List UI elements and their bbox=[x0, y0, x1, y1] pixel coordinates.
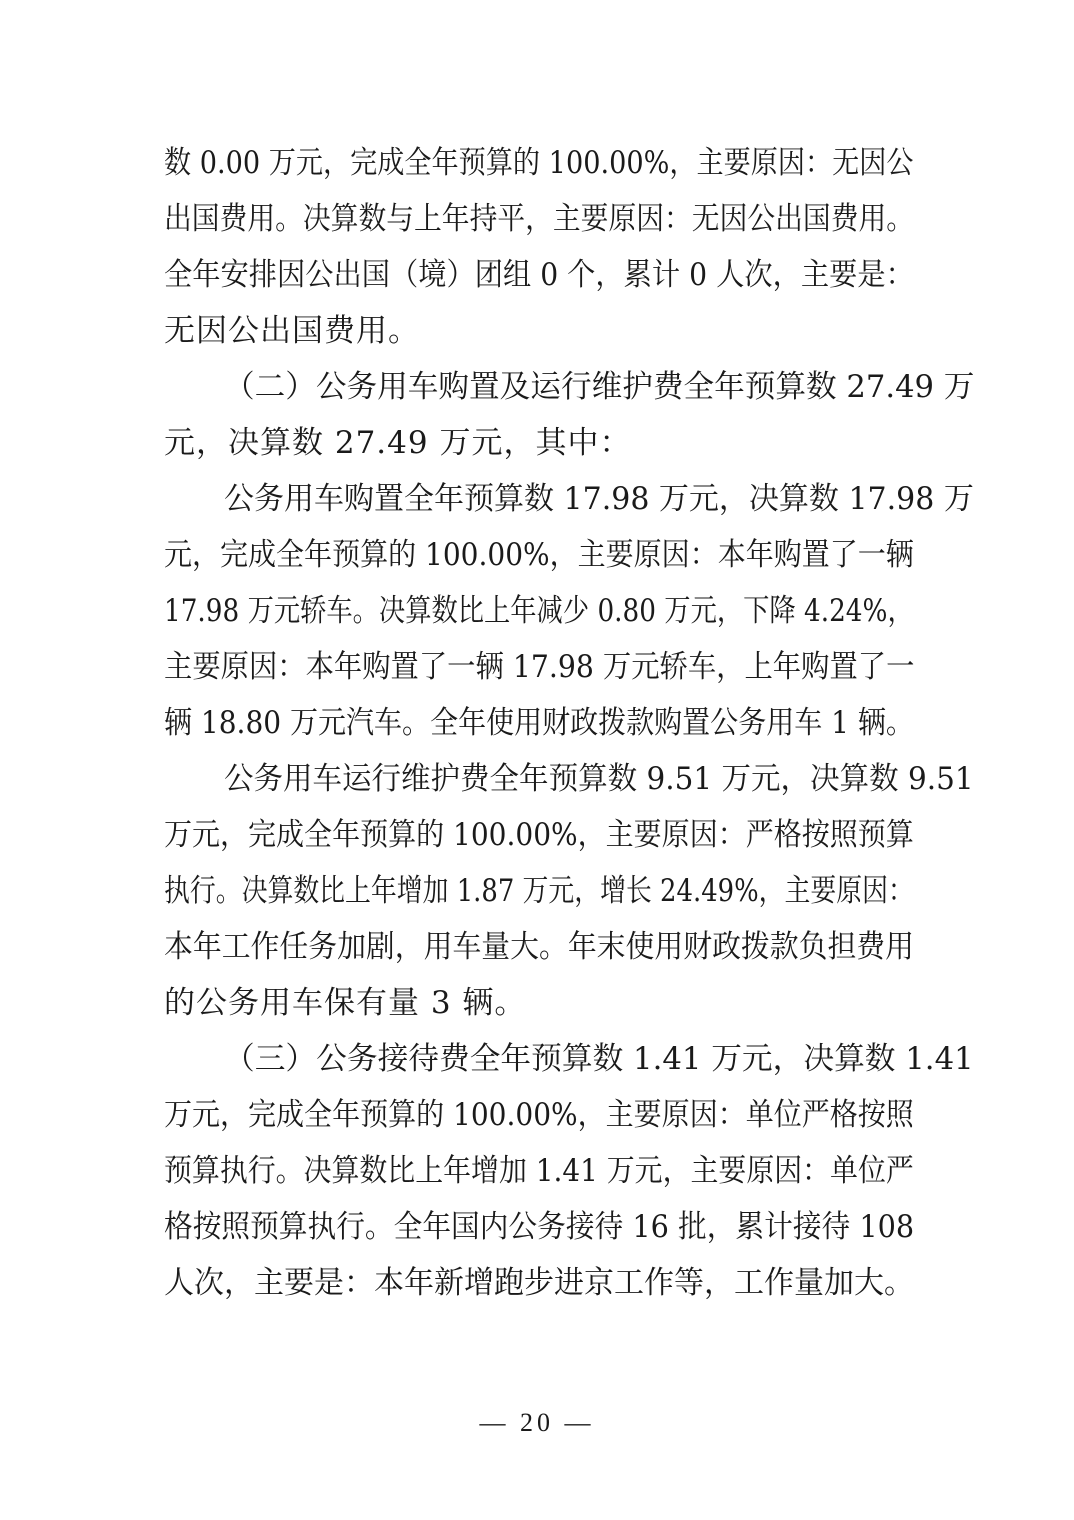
paragraph-line: 数 0.00 万元，完成全年预算的 100.00%，主要原因：无因公 bbox=[164, 145, 914, 181]
paragraph-line: 元，决算数 27.49 万元，其中： bbox=[164, 425, 632, 461]
paragraph-line: 全年安排因公出国（境）团组 0 个，累计 0 人次，主要是： bbox=[164, 257, 914, 293]
section-heading-line: （二）公务用车购置及运行维护费全年预算数 27.49 万 bbox=[224, 369, 975, 405]
page-number: — 20 — bbox=[479, 1408, 595, 1437]
paragraph-line: 辆 18.80 万元汽车。全年使用财政拨款购置公务用车 1 辆。 bbox=[164, 705, 914, 741]
paragraph-line: 17.98 万元轿车。决算数比上年减少 0.80 万元，下降 4.24%， bbox=[164, 593, 914, 629]
paragraph-line: 本年工作任务加剧，用车量大。年末使用财政拨款负担费用 bbox=[164, 929, 914, 965]
paragraph-line: 预算执行。决算数比上年增加 1.41 万元，主要原因：单位严 bbox=[164, 1153, 914, 1189]
paragraph-line: 格按照预算执行。全年国内公务接待 16 批，累计接待 108 bbox=[164, 1209, 915, 1245]
paragraph-line: 主要原因：本年购置了一辆 17.98 万元轿车，上年购置了一 bbox=[164, 649, 915, 685]
paragraph-line: 执行。决算数比上年增加 1.87 万元，增长 24.49%，主要原因： bbox=[164, 873, 914, 909]
paragraph-line: 人次，主要是：本年新增跑步进京工作等，工作量加大。 bbox=[164, 1265, 914, 1301]
paragraph-line: 的公务用车保有量 3 辆。 bbox=[164, 985, 527, 1021]
section-heading-line: （三）公务接待费全年预算数 1.41 万元，决算数 1.41 bbox=[224, 1041, 974, 1077]
paragraph-line: 无因公出国费用。 bbox=[164, 313, 420, 349]
paragraph-line: 出国费用。决算数与上年持平，主要原因：无因公出国费用。 bbox=[164, 201, 915, 237]
paragraph-line: 万元，完成全年预算的 100.00%，主要原因：单位严格按照 bbox=[164, 1097, 914, 1133]
paragraph-line: 元，完成全年预算的 100.00%，主要原因：本年购置了一辆 bbox=[164, 537, 914, 573]
paragraph-line: 公务用车运行维护费全年预算数 9.51 万元，决算数 9.51 bbox=[224, 761, 974, 797]
paragraph-line: 公务用车购置全年预算数 17.98 万元，决算数 17.98 万 bbox=[224, 481, 974, 517]
paragraph-line: 万元，完成全年预算的 100.00%，主要原因：严格按照预算 bbox=[164, 817, 914, 853]
